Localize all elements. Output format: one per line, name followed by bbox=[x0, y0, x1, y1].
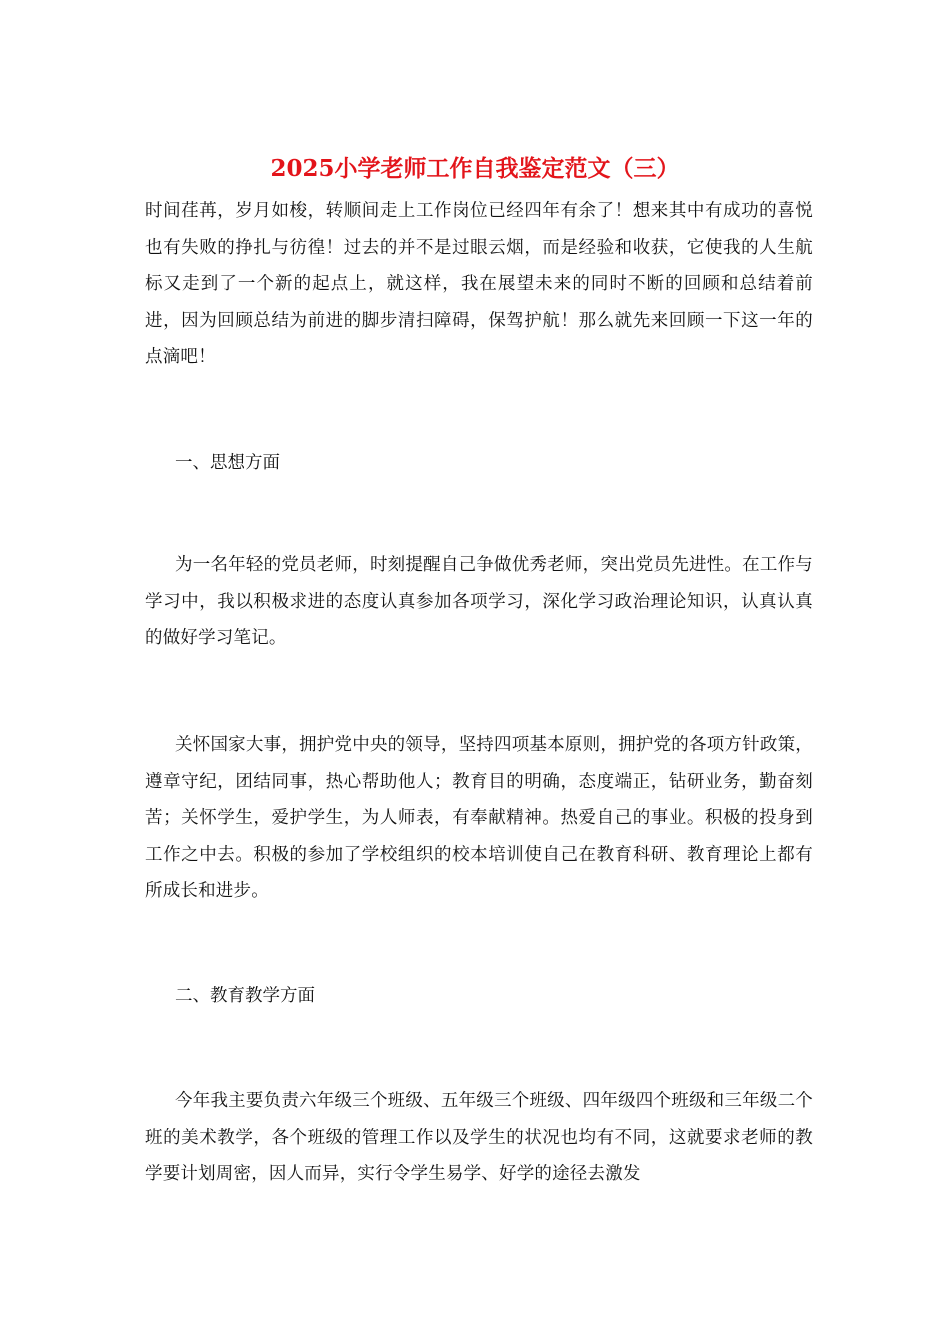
section1-paragraph-2: 关怀国家大事，拥护党中央的领导，坚持四项基本原则，拥护党的各项方针政策，遵章守纪，团结同事，热心帮助他人；教育目的明确，态度端正，钻研业务，勤奋刻苦；关怀学生，爱护学生，为人师表，有奉献精神。热爱自己的事业。积极的投身到工作之中去。积极的参加了学校组织的校本培训使自己在教育科研、教育理论上都有所成长和进步。 bbox=[145, 735, 813, 902]
section-heading-teaching: 二、教育教学方面 bbox=[175, 986, 315, 1006]
section1-paragraph-1: 为一名年轻的党员老师，时刻提醒自己争做优秀老师，突出党员先进性。在工作与学习中，我以积极求进的态度认真参加各项学习，深化学习政治理论知识，认真认真的做好学习笔记。 bbox=[145, 555, 813, 649]
document-title: 2025小学老师工作自我鉴定范文（三） bbox=[270, 155, 680, 182]
section-heading-thought: 一、思想方面 bbox=[175, 453, 280, 473]
section2-paragraph-1: 今年我主要负责六年级三个班级、五年级三个班级、四年级四个班级和三年级二个班的美术教学，各个班级的管理工作以及学生的状况也均有不同，这就要求老师的教学要计划周密，因人而异，实行令学生易学、好学的途径去激发 bbox=[145, 1091, 813, 1185]
intro-paragraph: 时间荏苒，岁月如梭，转顺间走上工作岗位已经四年有余了！想来其中有成功的喜悦也有失败的挣扎与彷徨！过去的并不是过眼云烟，而是经验和收获，它使我的人生航标又走到了一个新的起点上，就这样，我在展望未来的同时不断的回顾和总结着前进，因为回顾总结为前进的脚步清扫障碍，保驾护航！那么就先来回顾一下这一年的点滴吧！ bbox=[145, 201, 813, 368]
